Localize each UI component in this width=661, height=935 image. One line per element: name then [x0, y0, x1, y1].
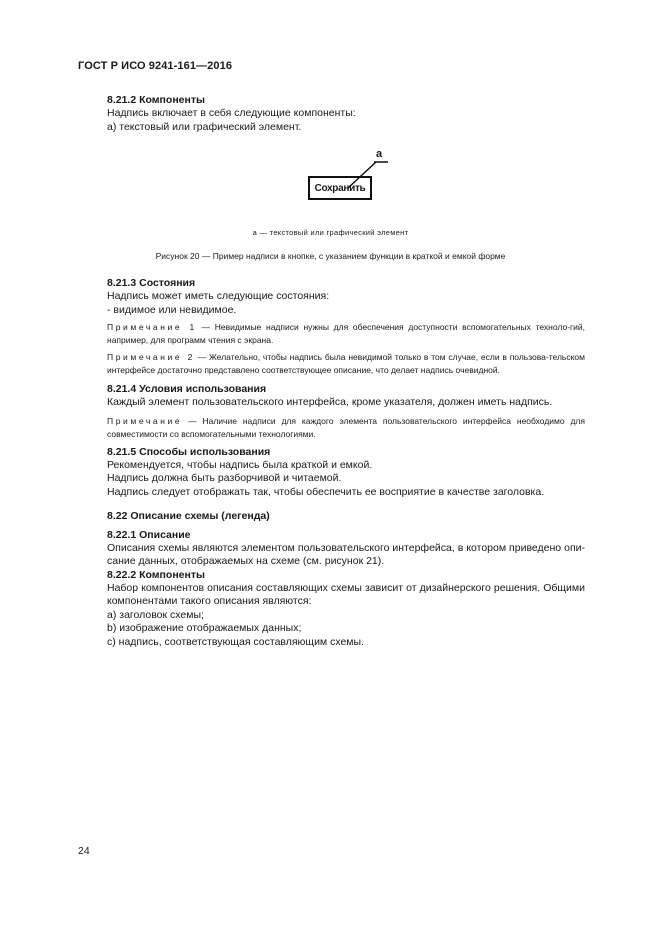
paragraph: Надпись может иметь следующие состояния:	[107, 290, 330, 302]
note-2	[107, 351, 585, 377]
section-heading-8-22-1: 8.22.1 Описание	[107, 529, 191, 541]
list-item: b) изображение отображаемых данных;	[107, 622, 302, 634]
note-text: — Невидимые надписи нужны для обеспечения доступности вспомогательных техноло-гий, например, для программ чтения с экрана.	[107, 322, 585, 345]
note	[107, 415, 585, 441]
paragraph: Надпись следует отображать так, чтобы обеспечить ее восприятие в качестве заголовка.	[107, 486, 545, 498]
paragraph: Рекомендуется, чтобы надпись была краткой и емкой.	[107, 459, 373, 471]
paragraph: Надпись должна быть разборчивой и читаемой.	[107, 472, 342, 484]
example-button-label: Сохранить	[314, 182, 366, 194]
section-heading-8-21-2: 8.21.2 Компоненты	[107, 94, 205, 106]
note-text: — Желательно, чтобы надпись была невидимой только в том случае, если в пользова-тельском интерфейсе достаточно представлено соответствующее описание, что делает надпись очевидной.	[107, 352, 585, 375]
paragraph: Набор компонентов описания составляющих схемы зависит от дизайнерского решения. Общими компонентами такого описания являются:	[107, 582, 585, 607]
note-1	[107, 321, 585, 347]
list-item: а) текстовый или графический элемент.	[107, 121, 302, 133]
section-heading-8-21-4: 8.21.4 Условия использования	[107, 383, 267, 395]
paragraph: Описания схемы являются элементом пользовательского интерфейса, в котором приведено опи-сание данных, отображаемых на схеме (см. рисунок 21).	[107, 542, 585, 567]
list-item: c) надпись, соответствующая составляющим схемы.	[107, 636, 364, 648]
note-label: Примечание	[107, 416, 183, 426]
figure-caption: Рисунок 20 — Пример надписи в кнопке, с указанием функции в краткой и емкой форме	[155, 251, 506, 261]
section-heading-8-22-2: 8.22.2 Компоненты	[107, 569, 205, 581]
note-text: — Наличие надписи для каждого элемента пользовательского интерфейса необходимо для совместимости со вспомогательными технологиями.	[107, 416, 585, 439]
section-heading-8-21-5: 8.21.5 Способы использования	[107, 446, 271, 458]
list-item: а) заголовок схемы;	[107, 609, 204, 621]
section-heading-8-22: 8.22 Описание схемы (легенда)	[107, 510, 270, 522]
list-item: - видимое или невидимое.	[107, 304, 237, 316]
paragraph: Надпись включает в себя следующие компоненты:	[107, 107, 356, 119]
paragraph: Каждый элемент пользовательского интерфейса, кроме указателя, должен иметь надпись.	[107, 396, 553, 408]
section-heading-8-21-3: 8.21.3 Состояния	[107, 277, 196, 289]
note-label: Примечание 2	[107, 352, 195, 362]
figure-legend: а — текстовый или графический элемент	[252, 228, 409, 237]
document-header: ГОСТ Р ИСО 9241-161—2016	[78, 60, 233, 72]
note-label: Примечание 1	[107, 322, 197, 332]
page-number: 24	[78, 845, 90, 857]
example-save-button	[308, 176, 372, 200]
figure-callout-letter: а	[376, 148, 383, 160]
